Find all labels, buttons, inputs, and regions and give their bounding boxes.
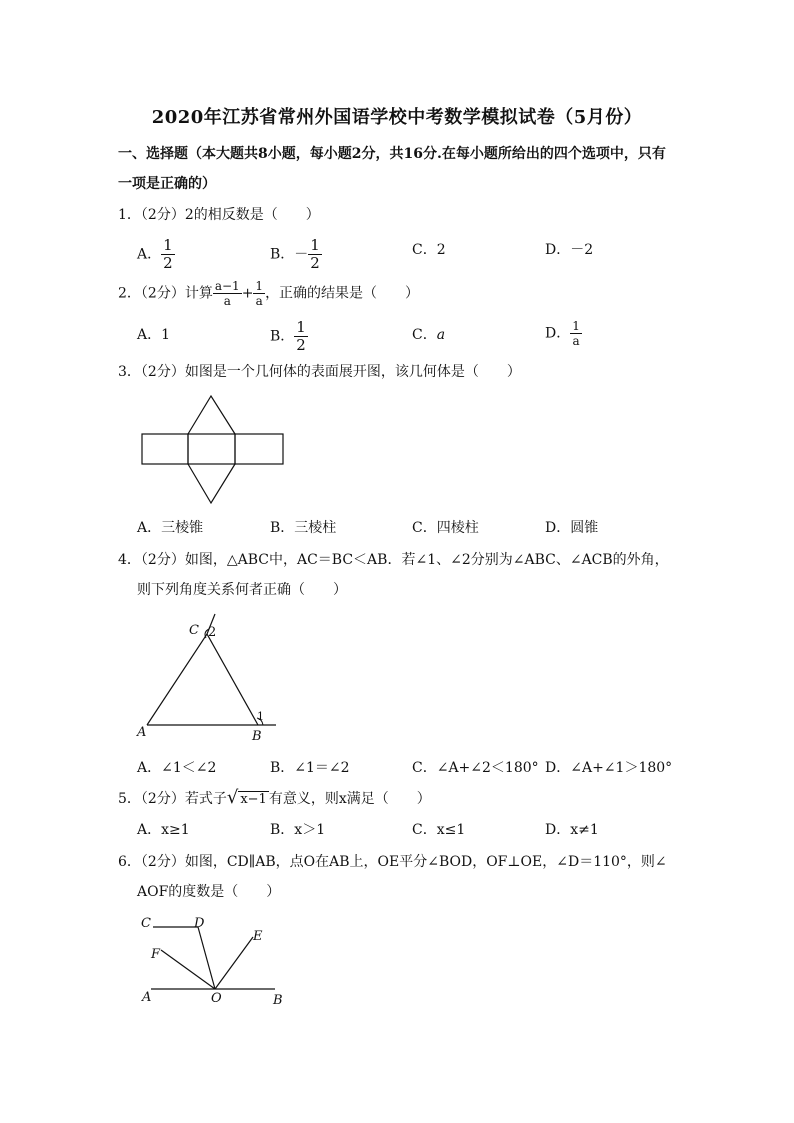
ray-of xyxy=(161,950,215,989)
label-C: C xyxy=(141,916,151,931)
section-heading xyxy=(118,139,688,199)
label-C: C xyxy=(189,623,199,638)
question-6: 6．（2分）如图，CD∥AB，点O在AB上，OE平分∠BOD，OF⊥OE，∠D＝110°，则∠ xyxy=(118,854,667,870)
fraction: $\frac{1}{2}$ xyxy=(310,236,320,272)
q5-option-b[interactable]: B．x＞1 xyxy=(270,822,326,838)
section-heading-line2: 一项是正确的） xyxy=(118,176,216,192)
sqrt-expression: √ x−1 xyxy=(226,787,267,808)
q5-option-d[interactable]: D．x≠1 xyxy=(545,822,599,838)
net-rect-center xyxy=(188,434,235,464)
ray-oe xyxy=(215,937,253,989)
net-rect-left xyxy=(142,434,188,464)
label-O: O xyxy=(211,991,222,1006)
net-rect-right xyxy=(235,434,283,464)
label-E: E xyxy=(253,929,263,944)
segment-od xyxy=(198,927,215,989)
q2-option-b[interactable]: B． $\frac{1}{2}$ xyxy=(270,318,306,354)
page-title: 2020年江苏省常州外国语学校中考数学模拟试卷（5月份） xyxy=(151,107,643,128)
q4-option-d[interactable]: D．∠A+∠1＞180° xyxy=(545,760,673,776)
net-triangle-bottom xyxy=(188,464,235,503)
question-3: 3．（2分）如图是一个几何体的表面展开图，该几何体是（ ） xyxy=(118,364,521,380)
q5-option-c[interactable]: C．x≤1 xyxy=(412,822,466,838)
question-4: 4．（2分）如图，△ABC中，AC＝BC＜AB．若∠1、∠2分别为∠ABC、∠ACB的外角， xyxy=(118,552,669,568)
side-ac xyxy=(147,634,207,725)
label-A: A xyxy=(137,725,147,740)
question-4-line2: 则下列角度关系何者正确（ ） xyxy=(137,582,347,598)
question-6-line2: AOF的度数是（ ） xyxy=(137,884,281,900)
label-F: F xyxy=(151,947,161,962)
section-heading-line1: 一、选择题（本大题共8小题，每小题2分，共16分.在每小题所给出的四个选项中，只有 xyxy=(118,146,666,162)
q2-option-c[interactable]: C．a xyxy=(412,327,446,343)
q2-option-d[interactable]: D． $\frac{1}{a}$ xyxy=(545,319,580,348)
q4-option-a[interactable]: A．∠1＜∠2 xyxy=(137,760,217,776)
q3-option-c[interactable]: C．四棱柱 xyxy=(412,520,479,536)
q2-option-a[interactable]: A．1 xyxy=(137,327,171,343)
q3-option-a[interactable]: A．三棱锥 xyxy=(137,520,204,536)
question-1: 1．（2分）2的相反数是（ ） xyxy=(118,207,320,223)
label-B: B xyxy=(273,993,283,1008)
net-triangle-top xyxy=(188,396,235,434)
fraction: $\frac{1}{a}$ xyxy=(255,279,264,308)
parallel-lines-figure xyxy=(135,910,295,1010)
label-2: 2 xyxy=(208,625,217,640)
fraction: $\frac{1}{2}$ xyxy=(296,318,306,354)
q4-option-b[interactable]: B．∠1＝∠2 xyxy=(270,760,350,776)
q1-option-b[interactable]: B．－ $\frac{1}{2}$ xyxy=(270,236,320,272)
fraction: $\frac{1}{a}$ xyxy=(572,319,580,348)
question-5: 5．（2分）若式子√ x−1 有意义，则x满足（ ） xyxy=(118,787,431,808)
label-B: B xyxy=(252,729,262,744)
label-D: D xyxy=(194,916,205,931)
net-figure xyxy=(138,392,288,507)
q1-option-c[interactable]: C．2 xyxy=(412,242,446,258)
q1-option-d[interactable]: D．－2 xyxy=(545,242,594,258)
triangle-figure xyxy=(130,612,290,747)
q4-option-c[interactable]: C．∠A+∠2＜180° xyxy=(412,760,539,776)
label-A: A xyxy=(142,990,152,1005)
label-1: 1 xyxy=(257,710,264,723)
fraction: $\frac{a-1}{a}$ xyxy=(214,279,240,308)
question-2: 2．（2分）计算 $\frac{a-1}{a}$ + $\frac{1}{a}$ ，正确的结果是（ ） xyxy=(118,279,420,308)
q3-option-d[interactable]: D．圆锥 xyxy=(545,520,599,536)
side-bc xyxy=(207,634,258,725)
q5-option-a[interactable]: A．x≥1 xyxy=(137,822,190,838)
q1-option-a[interactable]: A． $\frac{1}{2}$ xyxy=(137,236,173,272)
fraction: $\frac{1}{2}$ xyxy=(163,236,173,272)
q3-option-b[interactable]: B．三棱柱 xyxy=(270,520,337,536)
